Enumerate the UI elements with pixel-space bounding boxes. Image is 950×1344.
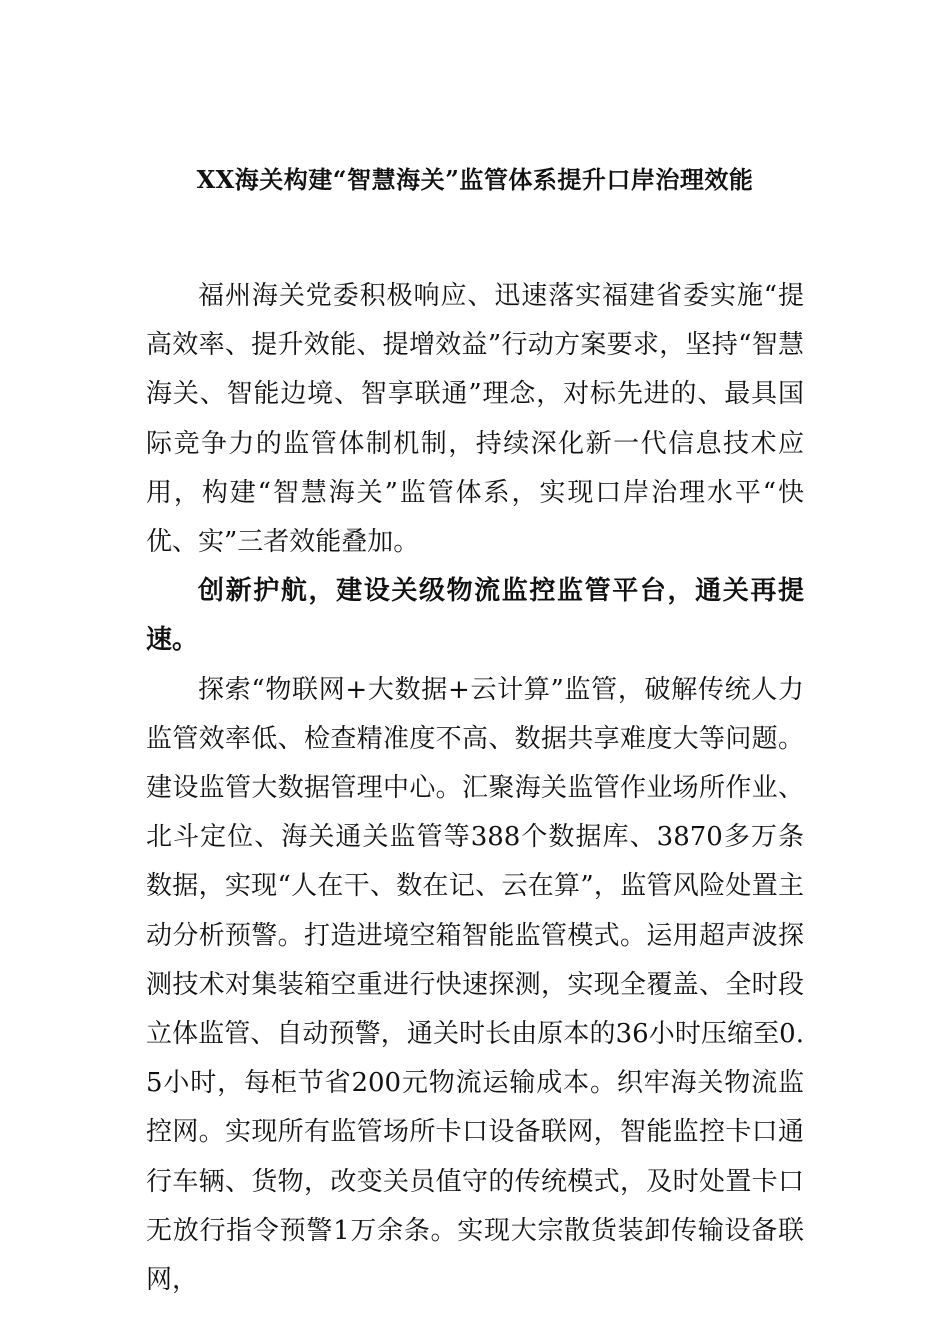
section-heading: 创新护航，建设关级物流监控监管平台，通关再提速。	[146, 576, 804, 656]
document-title: XX海关构建“智慧海关”监管体系提升口岸治理效能	[196, 165, 754, 194]
intro-paragraph: 福州海关党委积极响应、迅速落实福建省委实施“提高效率、提升效能、提增效益”行动方案要求，坚持“智慧海关、智能边境、智享联通”理念，对标先进的、最具国际竞争力的监管体制机制，持续深化新一代信息技术应用，构建“智慧海关”监管体系，实现口岸治理水平“快优、实”三者效能叠加。	[146, 281, 804, 558]
document-body	[146, 272, 804, 1305]
body-paragraph: 探索“物联网+大数据+云计算”监管，破解传统人力监管效率低、检查精准度不高、数据共享难度大等问题。建设监管大数据管理中心。汇聚海关监管作业场所作业、北斗定位、海关通关监管等388个数据库、3870多万条数据，实现“人在干、数在记、云在算”，监管风险处置主动分析预警。打造进境空箱智能监管模式。运用超声波探测技术对集装箱空重进行快速探测，实现全覆盖、全时段立体监管、自动预警，通关时长由原本的36小时压缩至0.5小时，每柜节省200元物流运输成本。织牢海关物流监控网。实现所有监管场所卡口设备联网，智能监控卡口通行车辆、货物，改变关员值守的传统模式，及时处置卡口无放行指令预警1万余条。实现大宗散货装卸传输设备联网，	[146, 674, 804, 1296]
